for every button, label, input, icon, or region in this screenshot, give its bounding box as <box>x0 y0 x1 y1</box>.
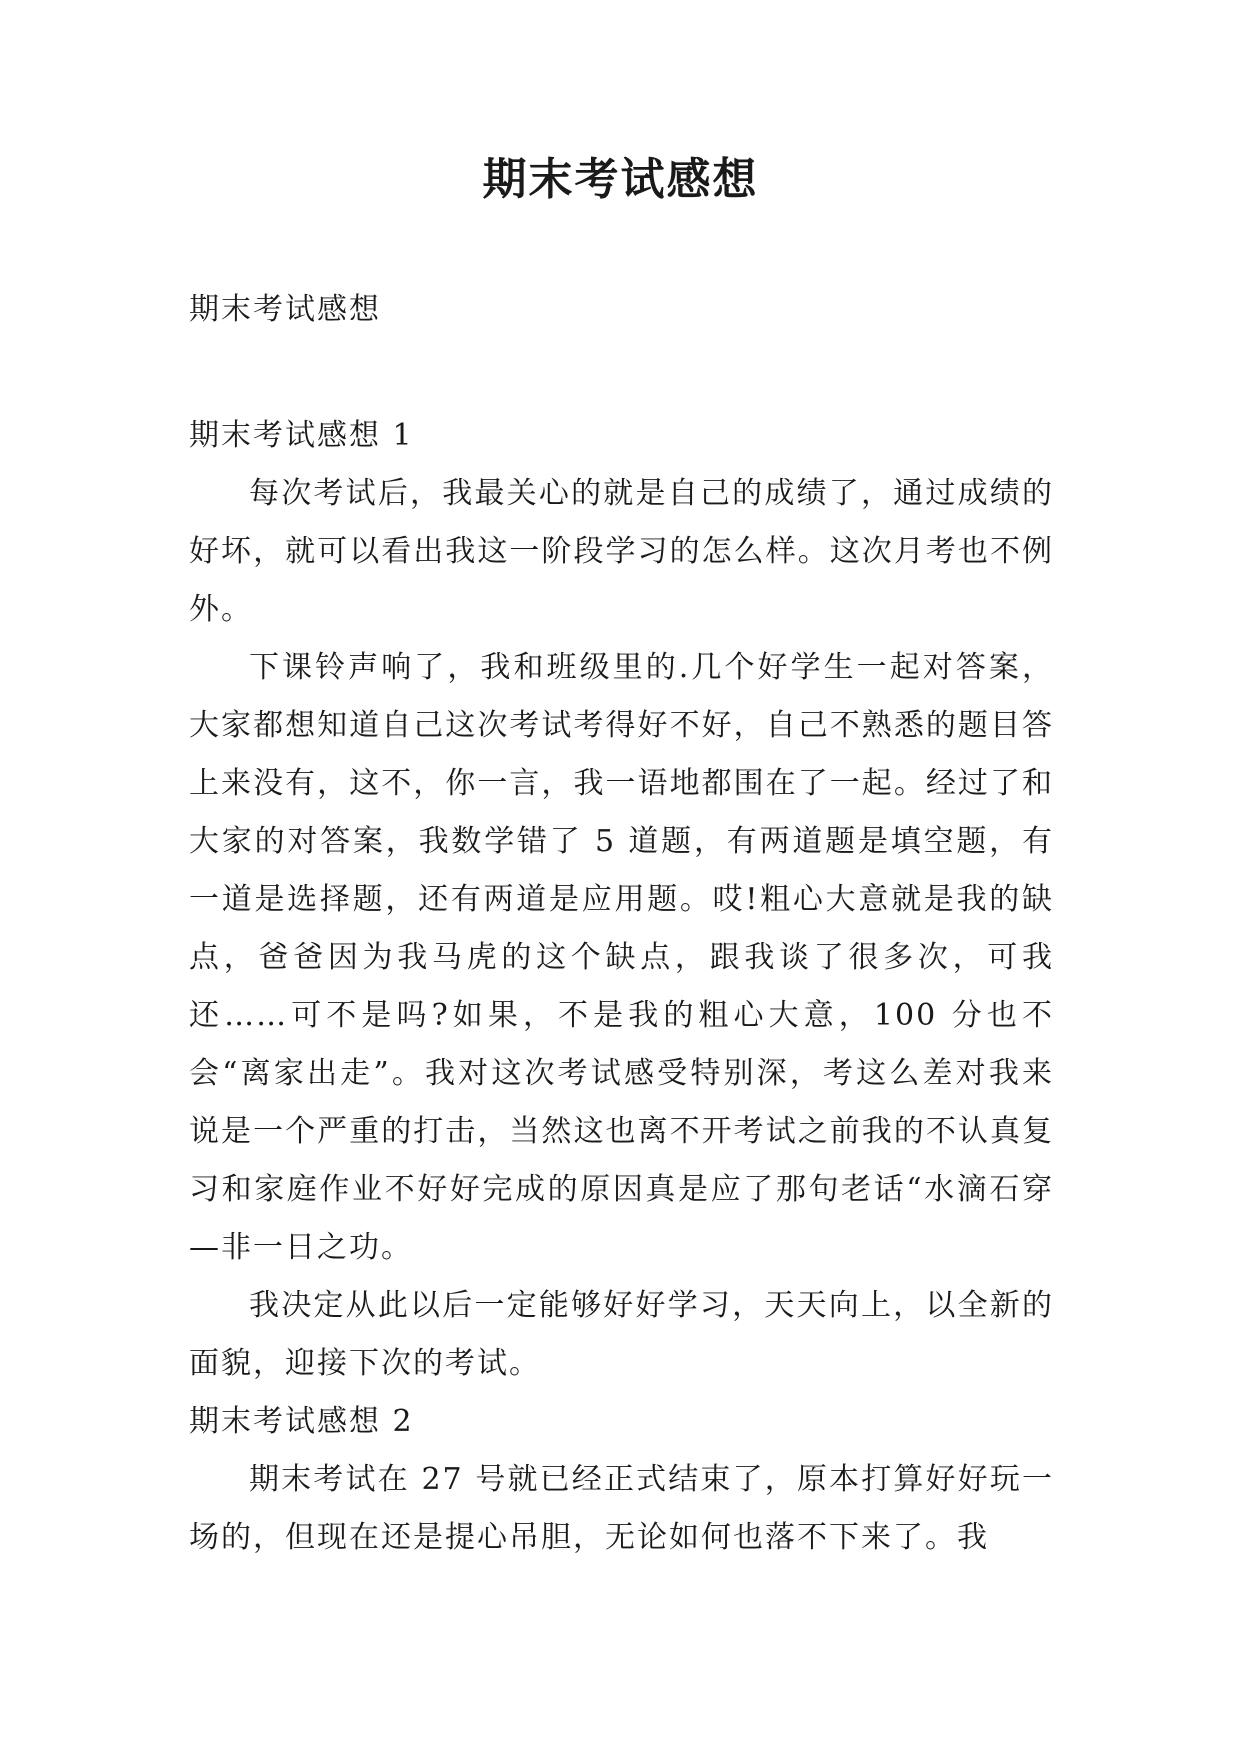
section-heading: 期末考试感想 1 <box>189 418 414 453</box>
section-1 <box>189 407 1054 1393</box>
paragraph: 我决定从此以后一定能够好好学习，天天向上，以全新的面貌，迎接下次的考试。 <box>189 1288 1054 1381</box>
document-subtitle: 期末考试感想 <box>189 292 381 327</box>
document-title: 期末考试感想 <box>482 154 759 205</box>
paragraph: 下课铃声响了，我和班级里的.几个好学生一起对答案，大家都想知道自己这次考试考得好不好，自己不熟悉的题目答上来没有，这不，你一言，我一语地都围在了一起。经过了和大家的对答案，我数学错了 5 道题，有两道题是填空题，有一道是选择题，还有两道是应用题。哎!粗心大意就是我的缺点，爸爸因为我马虎的这个缺点，跟我谈了很多次，可我还……可不是吗?如果，不是我的粗心大意，100 分也不会“离家出走”。我对这次考试感受特别深，考这么差对我来说是一个严重的打击，当然这也离不开考试之前我的不认真复习和家庭作业不好好完成的原因真是应了那句老话“水滴石穿—非一日之功。 <box>189 650 1054 1265</box>
section-2 <box>189 1393 1054 1567</box>
paragraph: 期末考试在 27 号就已经正式结束了，原本打算好好玩一场的，但现在还是提心吊胆，无论如何也落不下来了。我 <box>189 1462 1054 1555</box>
document-body <box>189 407 1054 1567</box>
section-heading: 期末考试感想 2 <box>189 1404 414 1439</box>
paragraph: 每次考试后，我最关心的就是自己的成绩了，通过成绩的好坏，就可以看出我这一阶段学习的怎么样。这次月考也不例外。 <box>189 476 1054 627</box>
